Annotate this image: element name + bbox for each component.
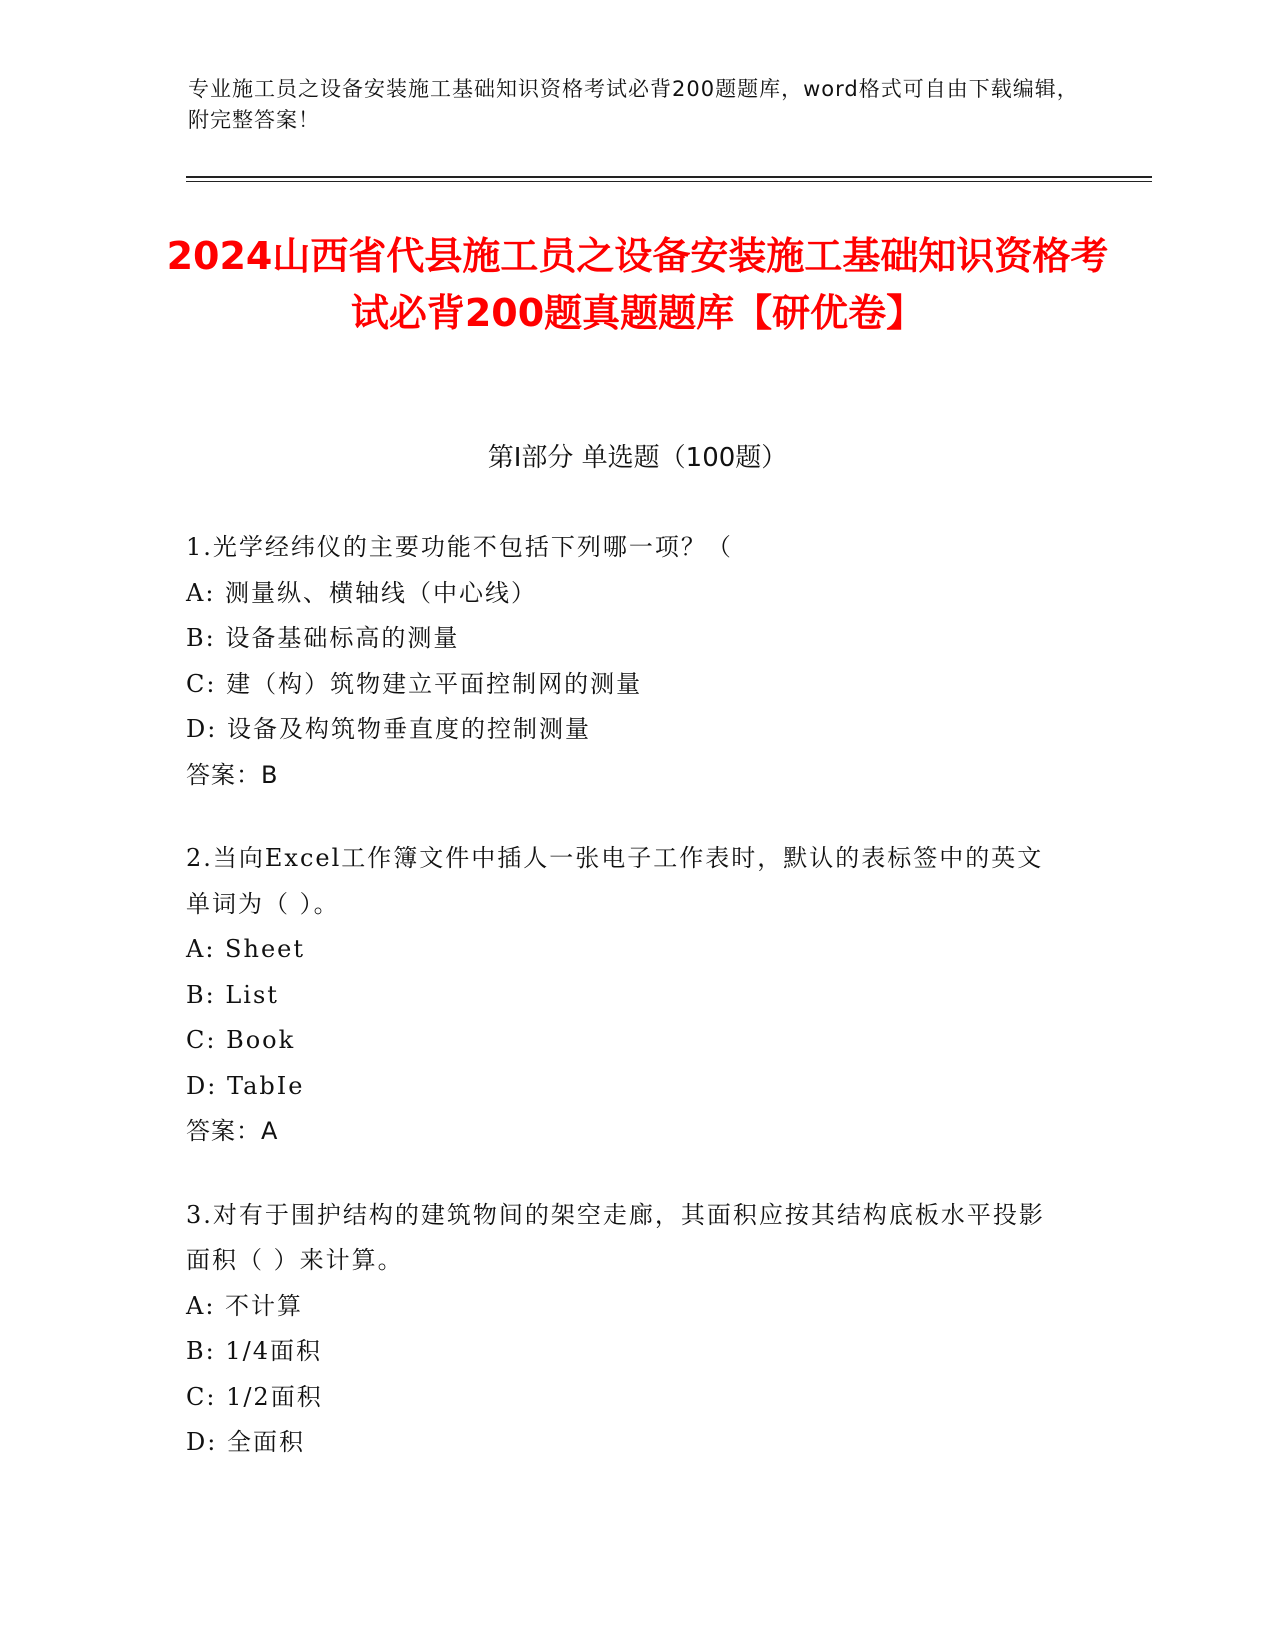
option-b: B: 1/4面积 bbox=[186, 1337, 322, 1365]
document-header-note: 专业施工员之设备安装施工基础知识资格考试必背200题题库，word格式可自由下载编辑，附完整答案！ bbox=[188, 77, 1079, 132]
document-title: 2024山西省代县施工员之设备安装施工基础知识资格考试必背200题真题题库【研优卷】 bbox=[166, 234, 1109, 335]
section-title: 第I部分 单选题（100题） bbox=[487, 443, 788, 473]
header-divider-thick bbox=[186, 176, 1152, 178]
question-1 bbox=[186, 525, 1066, 798]
question-stem: 2.当向Excel工作簿文件中插人一张电子工作表时，默认的表标签中的英文单词为（ ）。 bbox=[186, 844, 1044, 918]
option-a: A: Sheet bbox=[186, 935, 305, 963]
answer: 答案：A bbox=[186, 1117, 279, 1145]
question-2 bbox=[186, 836, 1066, 1155]
option-a: A: 不计算 bbox=[186, 1291, 304, 1320]
option-c: C: Book bbox=[186, 1026, 296, 1054]
option-a: A: 测量纵、横轴线（中心线） bbox=[186, 578, 538, 607]
option-c: C: 建（构）筑物建立平面控制网的测量 bbox=[186, 669, 643, 698]
answer: 答案：B bbox=[186, 760, 279, 789]
question-stem: 1.光学经纬仪的主要功能不包括下列哪一项？（ bbox=[186, 533, 733, 561]
option-c: C: 1/2面积 bbox=[186, 1382, 323, 1411]
question-stem: 3.对有于围护结构的建筑物间的架空走廊，其面积应按其结构底板水平投影面积（ ）来计算。 bbox=[186, 1200, 1045, 1274]
option-d: D: TabIe bbox=[186, 1071, 305, 1100]
question-list bbox=[186, 525, 1066, 1504]
option-d: D: 设备及构筑物垂直度的控制测量 bbox=[186, 715, 591, 743]
option-d: D: 全面积 bbox=[186, 1428, 305, 1456]
option-b: B: 设备基础标高的测量 bbox=[186, 624, 460, 652]
header-divider-thin bbox=[186, 181, 1152, 182]
option-b: B: List bbox=[186, 980, 279, 1009]
question-3 bbox=[186, 1193, 1066, 1466]
